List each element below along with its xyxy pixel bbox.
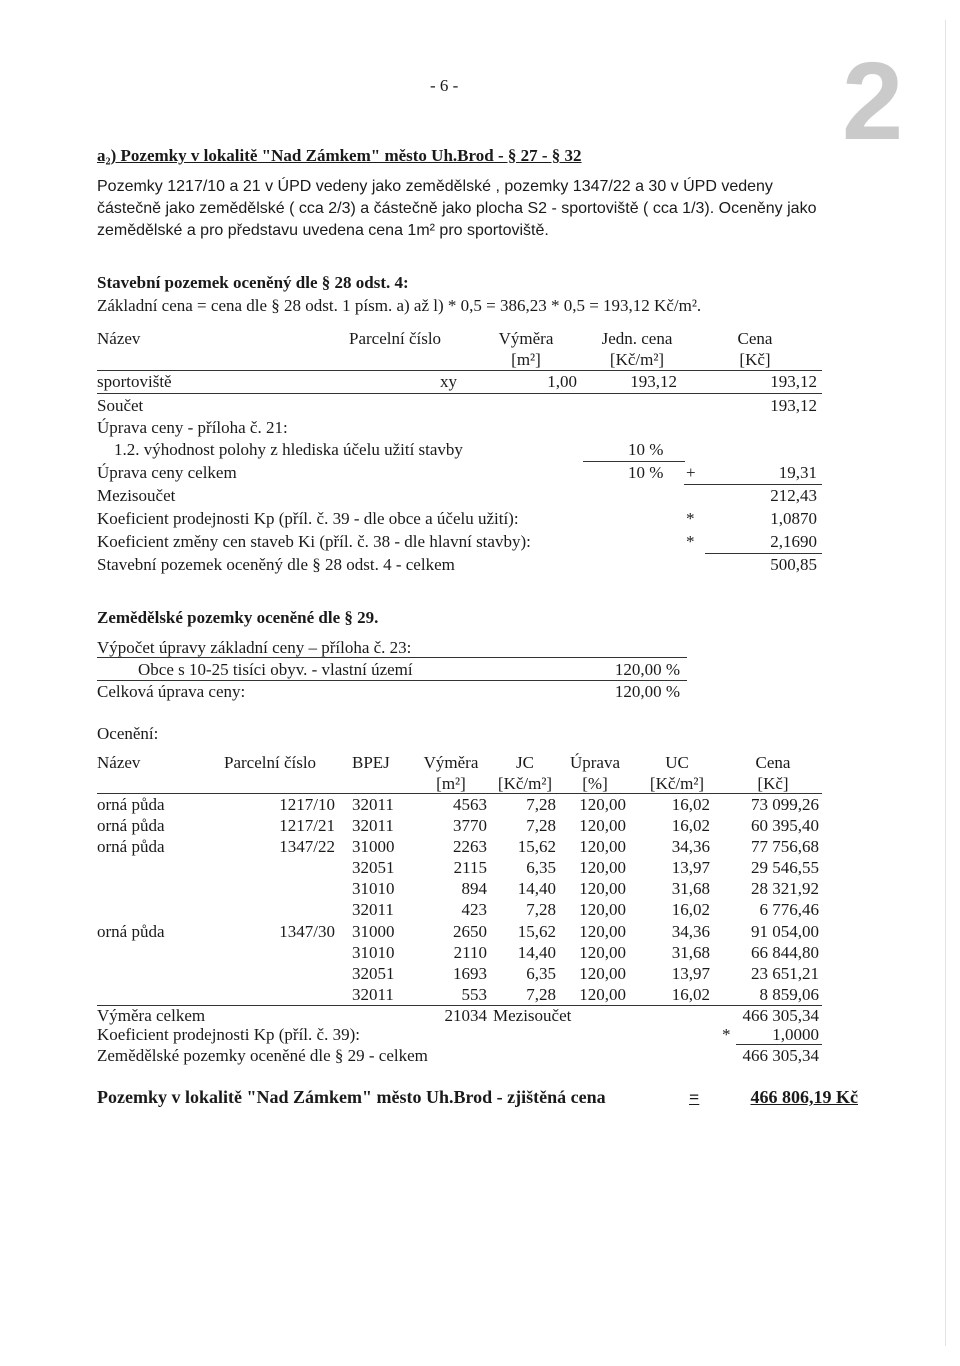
agri-header-price: Cena <box>755 753 791 772</box>
bld-ki-value: 2,1690 <box>770 532 817 551</box>
agri-row-3-adj: 120,00 <box>579 858 626 877</box>
bld-header-name: Název <box>97 329 141 348</box>
agri-row-9-price: 8 859,06 <box>759 985 819 1004</box>
agri-row-2-parcel: 1347/22 <box>279 837 335 856</box>
agri-adj-item-label: Obce s 10-25 tisíci obyv. - vlastní území <box>138 660 413 679</box>
bld-adj-label: Úprava ceny - příloha č. 21: <box>97 418 288 437</box>
agri-row-3-bpej: 32051 <box>352 858 395 877</box>
agri-row-5-price: 6 776,46 <box>759 900 819 919</box>
agri-header-price-unit: [Kč] <box>757 774 789 793</box>
bld-total-value: 500,85 <box>770 555 817 574</box>
agri-adj-heading-rule <box>97 657 687 658</box>
agri-row-2-area: 2263 <box>453 837 487 856</box>
agri-adj-heading: Výpočet úpravy základní ceny – příloha č. 23: <box>97 638 412 657</box>
agri-row-2-price: 77 756,68 <box>751 837 819 856</box>
agri-header-rule <box>97 793 822 794</box>
agri-row-5-uc: 16,02 <box>671 900 710 919</box>
agri-row-5-jc: 7,28 <box>526 900 556 919</box>
bld-header-rule <box>97 370 822 371</box>
agri-area-total-label: Výměra celkem <box>97 1006 206 1025</box>
bld-ki-op: * <box>686 532 695 551</box>
agri-header-jc: JC <box>516 753 534 772</box>
agri-row-5-bpej: 32011 <box>352 900 394 919</box>
agri-subtotal-value: 466 305,34 <box>742 1006 819 1025</box>
page-number: - 6 - <box>430 76 459 95</box>
intro-line-1: Pozemky 1217/10 a 21 v ÚPD vedeny jako zemědělské , pozemky 1347/22 a 30 v ÚPD vedeny <box>97 178 773 195</box>
agri-row-0-uc: 16,02 <box>671 795 710 814</box>
agri-row-4-area: 894 <box>461 879 487 898</box>
bld-header-unit-price: Jedn. cena <box>601 329 673 348</box>
agri-row-0-name: orná půda <box>97 795 165 814</box>
bld-kp-value: 1,0870 <box>770 509 817 528</box>
bld-subtotal-value: 212,43 <box>770 486 817 505</box>
agri-valuation-label: Ocenění: <box>97 724 159 743</box>
agri-header-area: Výměra <box>423 753 479 772</box>
agri-row-1-adj: 120,00 <box>579 816 626 835</box>
section-heading: a₂) Pozemky v lokalitě "Nad Zámkem" město Uh.Brod - § 27 - § 32 <box>97 146 582 165</box>
agri-adj-total-label: Celková úprava ceny: <box>97 682 246 701</box>
agri-subtotal-label: Mezisoučet <box>493 1006 572 1025</box>
final-eq: = <box>689 1087 700 1107</box>
agri-total-label: Zemědělské pozemky oceněné dle § 29 - celkem <box>97 1046 428 1065</box>
agri-row-8-uc: 13,97 <box>671 964 710 983</box>
agri-row-4-adj: 120,00 <box>579 879 626 898</box>
agri-kp-rule <box>736 1044 822 1045</box>
agri-kp-value: 1,0000 <box>772 1025 819 1044</box>
agri-row-1-area: 3770 <box>453 816 487 835</box>
bld-row-parcel: xy <box>440 372 457 391</box>
agri-row-4-bpej: 31010 <box>352 879 395 898</box>
agri-area-total-value: 21034 <box>444 1006 487 1025</box>
agri-header-bpej: BPEJ <box>352 753 390 772</box>
agri-row-8-area: 1693 <box>453 964 487 983</box>
agri-row-4-price: 28 321,92 <box>751 879 819 898</box>
agri-row-6-bpej: 31000 <box>352 922 395 941</box>
agri-row-8-adj: 120,00 <box>579 964 626 983</box>
final-label: Pozemky v lokalitě "Nad Zámkem" město Uh.Brod - zjištěná cena <box>97 1087 606 1107</box>
agri-row-3-uc: 13,97 <box>671 858 710 877</box>
bld-adj-item-pct: 10 % <box>628 440 664 459</box>
bld-adj-total-label: Úprava ceny celkem <box>97 463 237 482</box>
intro-line-3: zemědělské a pro představu uvedena cena 1m² pro sportoviště. <box>97 222 549 239</box>
agri-kp-label: Koeficient prodejnosti Kp (příl. č. 39): <box>97 1025 360 1044</box>
agri-row-6-parcel: 1347/30 <box>279 922 335 941</box>
agri-row-3-price: 29 546,55 <box>751 858 819 877</box>
bld-row-area: 1,00 <box>547 372 577 391</box>
bld-header-unit-price-unit: [Kč/m²] <box>609 350 665 369</box>
agri-header-uc: UC <box>665 753 689 772</box>
bld-subtotal-label: Mezisoučet <box>97 486 176 505</box>
agri-row-2-name: orná půda <box>97 837 165 856</box>
agri-total-value: 466 305,34 <box>742 1046 819 1065</box>
agri-heading: Zemědělské pozemky oceněné dle § 29. <box>97 608 379 627</box>
agri-header-adj-unit: [%] <box>582 774 608 793</box>
agri-row-1-name: orná půda <box>97 816 165 835</box>
agri-row-2-adj: 120,00 <box>579 837 626 856</box>
agri-row-6-adj: 120,00 <box>579 922 626 941</box>
agri-row-8-bpej: 32051 <box>352 964 395 983</box>
agri-row-4-uc: 31,68 <box>671 879 710 898</box>
bld-header-price: Cena <box>737 329 773 348</box>
bld-total-label: Stavební pozemek oceněný dle § 28 odst. 4 - celkem <box>97 555 455 574</box>
bld-adj-total-rule <box>684 484 822 485</box>
agri-adj-item-rule <box>97 680 687 681</box>
agri-row-9-adj: 120,00 <box>579 985 626 1004</box>
agri-row-0-bpej: 32011 <box>352 795 394 814</box>
agri-row-5-area: 423 <box>461 900 487 919</box>
bld-row-rule <box>97 393 822 394</box>
bld-header-parcel: Parcelní číslo <box>349 329 442 348</box>
building-heading: Stavební pozemek oceněný dle § 28 odst. 4: <box>97 273 409 292</box>
agri-row-1-bpej: 32011 <box>352 816 394 835</box>
agri-header-area-unit: [m²] <box>436 774 466 793</box>
agri-row-6-area: 2650 <box>453 922 487 941</box>
agri-row-1-price: 60 395,40 <box>751 816 819 835</box>
agri-row-7-adj: 120,00 <box>579 943 626 962</box>
bld-sum-label: Součet <box>97 396 144 415</box>
agri-row-9-jc: 7,28 <box>526 985 556 1004</box>
bld-header-price-unit: [Kč] <box>739 350 771 369</box>
agri-row-6-name: orná půda <box>97 922 165 941</box>
bld-ki-rule <box>705 553 822 554</box>
agri-row-3-area: 2115 <box>453 858 487 877</box>
agri-row-6-uc: 34,36 <box>671 922 710 941</box>
agri-header-parcel: Parcelní číslo <box>224 753 317 772</box>
bld-adj-item-label: 1.2. výhodnost polohy z hlediska účelu užití stavby <box>114 440 463 459</box>
intro-line-2: částečně jako zemědělské ( cca 2/3) a částečně jako plocha S2 - sportoviště ( cca 1/3). Oceněny jako <box>97 200 817 217</box>
agri-header-name: Název <box>97 753 141 772</box>
agri-row-7-jc: 14,40 <box>517 943 556 962</box>
agri-kp-op: * <box>722 1025 731 1044</box>
agri-row-7-price: 66 844,80 <box>751 943 819 962</box>
agri-adj-total-value: 120,00 % <box>614 682 680 701</box>
agri-header-adj: Úprava <box>569 753 621 772</box>
agri-row-9-uc: 16,02 <box>671 985 710 1004</box>
agri-row-8-price: 23 651,21 <box>751 964 819 983</box>
agri-row-3-jc: 6,35 <box>526 858 556 877</box>
agri-row-0-adj: 120,00 <box>579 795 626 814</box>
building-base-price: Základní cena = cena dle § 28 odst. 1 písm. a) až l) * 0,5 = 386,23 * 0,5 = 193,12 Kč/m². <box>97 296 702 315</box>
agri-row-7-bpej: 31010 <box>352 943 395 962</box>
bld-adj-total-value: 19,31 <box>778 463 817 482</box>
agri-header-jc-unit: [Kč/m²] <box>497 774 553 793</box>
agri-row-8-jc: 6,35 <box>526 964 556 983</box>
agri-row-9-area: 553 <box>461 985 487 1004</box>
agri-adj-item-value: 120,00 % <box>614 660 680 679</box>
agri-row-5-adj: 120,00 <box>579 900 626 919</box>
bld-ki-label: Koeficient změny cen staveb Ki (příl. č. 38 - dle hlavní stavby): <box>97 532 531 551</box>
bld-sum-value: 193,12 <box>770 396 817 415</box>
bld-row-unit-price: 193,12 <box>630 372 677 391</box>
agri-row-6-price: 91 054,00 <box>751 922 819 941</box>
agri-row-6-jc: 15,62 <box>517 922 556 941</box>
corner-mark: 2 <box>842 40 900 163</box>
agri-row-1-uc: 16,02 <box>671 816 710 835</box>
bld-header-area-unit: [m²] <box>511 350 541 369</box>
agri-row-7-uc: 31,68 <box>671 943 710 962</box>
agri-row-2-uc: 34,36 <box>671 837 710 856</box>
bld-kp-label: Koeficient prodejnosti Kp (příl. č. 39 - dle obce a účelu užití): <box>97 509 519 528</box>
agri-row-1-parcel: 1217/21 <box>279 816 335 835</box>
bld-kp-op: * <box>686 509 695 528</box>
agri-row-0-parcel: 1217/10 <box>279 795 335 814</box>
agri-row-9-bpej: 32011 <box>352 985 394 1004</box>
agri-row-2-bpej: 31000 <box>352 837 395 856</box>
agri-row-2-jc: 15,62 <box>517 837 556 856</box>
bld-row-name: sportoviště <box>97 372 172 391</box>
bld-row-price: 193,12 <box>770 372 817 391</box>
scan-edge-line <box>945 20 946 1346</box>
agri-row-1-jc: 7,28 <box>526 816 556 835</box>
agri-row-4-jc: 14,40 <box>517 879 556 898</box>
agri-row-0-jc: 7,28 <box>526 795 556 814</box>
bld-adj-total-pct: 10 % <box>628 463 664 482</box>
bld-header-area: Výměra <box>498 329 554 348</box>
agri-row-0-price: 73 099,26 <box>751 795 819 814</box>
agri-row-0-area: 4563 <box>453 795 487 814</box>
final-value: 466 806,19 Kč <box>750 1087 858 1107</box>
agri-header-uc-unit: [Kč/m²] <box>649 774 705 793</box>
bld-adj-item-rule <box>583 461 685 462</box>
bld-adj-total-op: + <box>686 463 696 482</box>
agri-row-7-area: 2110 <box>453 943 487 962</box>
